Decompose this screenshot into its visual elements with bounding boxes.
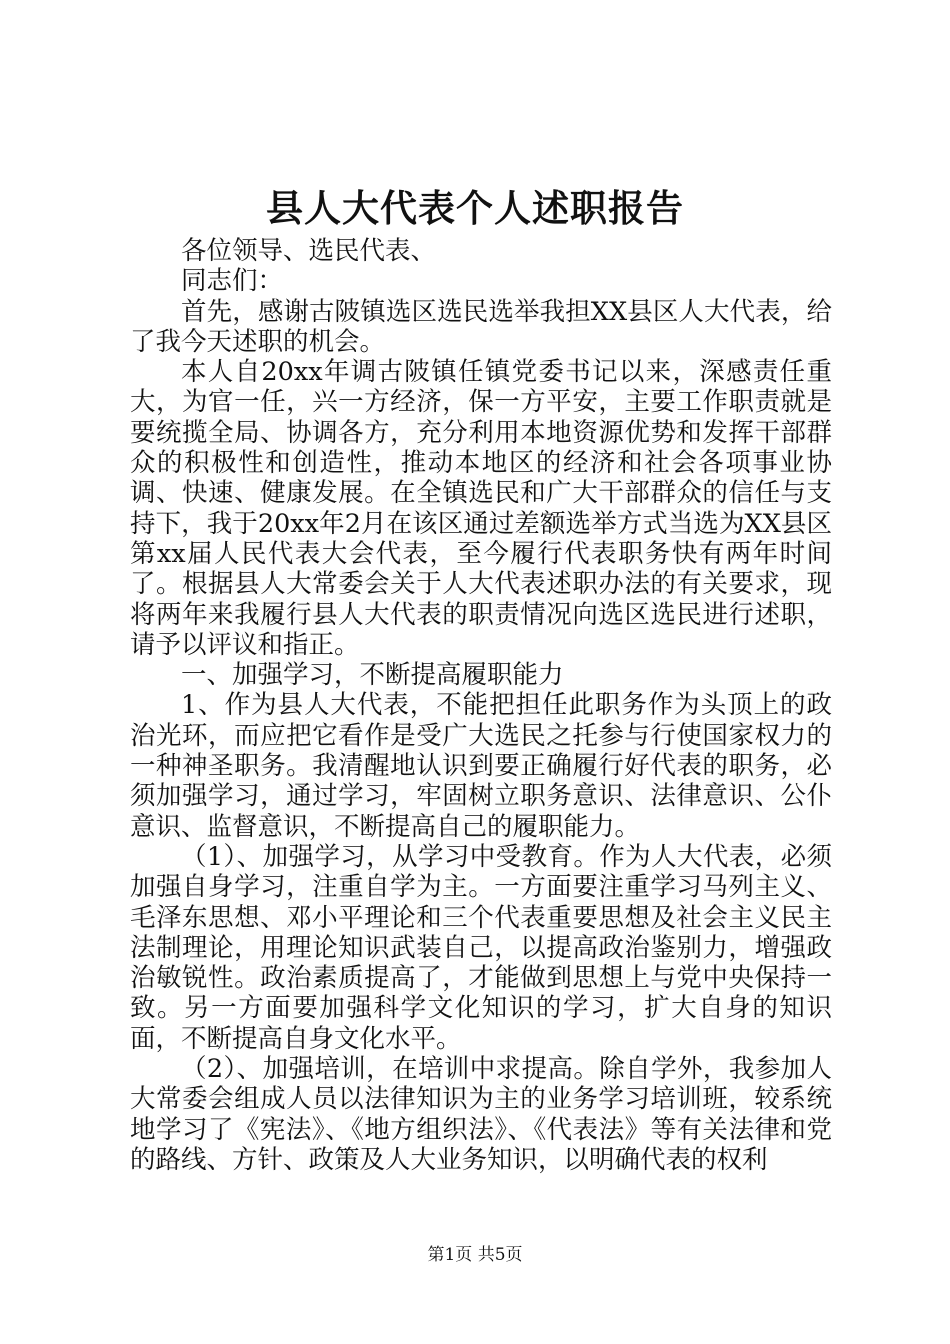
page-number-footer: 第1页 共5页	[427, 1245, 523, 1265]
paragraph-point-1: 1、作为县人大代表，不能把担任此职务作为头顶上的政治光环，而应把它看作是受广大选民之托参与行使国家权力的一种神圣职务。我清醒地认识到要正确履行好代表的职务，必须加强学习，通过学习，牢固树立职务意识、法律意识、公仆意识、监督意识，不断提高自己的履职能力。	[130, 690, 832, 842]
salutation-line-1: 各位领导、选民代表、	[181, 236, 437, 266]
paragraph-subpoint-1: （1）、加强学习，从学习中受教育。作为人大代表，必须加强自身学习，注重自学为主。一方面要注重学习马列主义、毛泽东思想、邓小平理论和三个代表重要思想及社会主义民主法制理论，用理论知识武装自己，以提高政治鉴别力，增强政治敏锐性。政治素质提高了，才能做到思想上与党中央保持一致。另一方面要加强科学文化知识的学习，扩大自身的知识面，不断提高自身文化水平。	[130, 841, 832, 1054]
paragraph-subpoint-2: （2）、加强培训，在培训中求提高。除自学外，我参加人大常委会组成人员以法律知识为主的业务学习培训班，较系统地学习了《宪法》、《地方组织法》、《代表法》等有关法律和党的路线、方针、政策及人大业务知识，以明确代表的权利	[130, 1054, 832, 1175]
salutation-line-2: 同志们：	[181, 266, 284, 297]
paragraph-introduction: 本人自20xx年调古陂镇任镇党委书记以来，深感责任重大，为官一任，兴一方经济，保一方平安，主要工作职责就是要统揽全局、协调各方，充分利用本地资源优势和发挥干部群众的积极性和创造性，推动本地区的经济和社会各项事业协调、快速、健康发展。在全镇选民和广大干部群众的信任与支持下，我于20xx年2月在该区通过差额选举方式当选为XX县区第xx届人民代表大会代表，至今履行代表职务快有两年时间了。根据县人大常委会关于人大代表述职办法的有关要求，现将两年来我履行县人大代表的职责情况向选区选民进行述职，请予以评议和指正。	[130, 357, 832, 660]
document-title: 县人大代表个人述职报告	[266, 186, 684, 230]
document-body	[130, 236, 832, 1175]
section-heading-1: 一、加强学习，不断提高履职能力	[181, 660, 564, 691]
paragraph-thanks: 首先，感谢古陂镇选区选民选举我担XX县区人大代表，给了我今天述职的机会。	[130, 296, 832, 357]
